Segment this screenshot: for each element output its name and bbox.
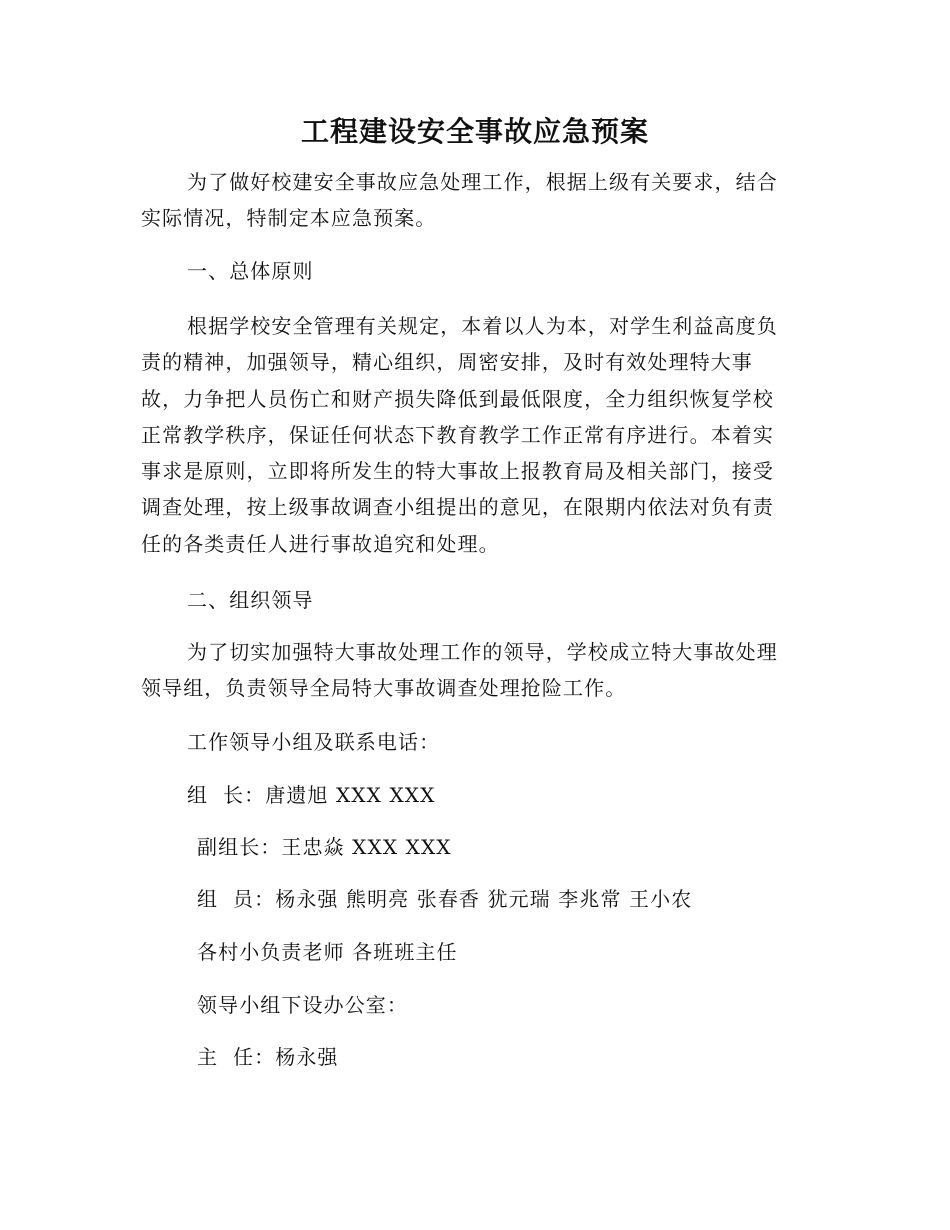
members-line: 组 员：杨永强 熊明亮 张春香 犹元瑞 李兆常 王小农 — [197, 887, 693, 911]
document-title: 工程建设安全事故应急预案 — [300, 115, 649, 148]
deputy-line: 副组长：王忠焱 XXX XXX — [197, 835, 452, 859]
paragraph-line: 任的各类责任人进行事故追究和处理。 — [141, 531, 500, 556]
paragraph-line: 责的精神，加强领导，精心组织，周密安排，及时有效处理特大事 — [141, 350, 753, 375]
paragraph-line: 正常教学秩序，保证任何状态下教育教学工作正常有序进行。本着实 — [141, 422, 774, 447]
paragraph-line: 调查处理，按上级事故调查小组提出的意见，在限期内依法对负有责 — [141, 495, 774, 520]
paragraph-line: 故，力争把人员伤亡和财产损失降低到最低限度，全力组织恢复学校 — [141, 386, 774, 411]
section-heading-organization: 二、组织领导 — [187, 588, 314, 612]
organization-paragraph — [141, 634, 801, 707]
leader-line: 组 长：唐遗旭 XXX XXX — [187, 783, 436, 807]
members-extra-line: 各村小负责老师 各班班主任 — [197, 940, 458, 964]
office-heading: 领导小组下设办公室： — [197, 993, 408, 1017]
intro-paragraph — [141, 164, 801, 237]
principles-paragraph — [141, 308, 801, 562]
director-line: 主 任：杨永强 — [197, 1045, 339, 1069]
paragraph-line: 根据学校安全管理有关规定，本着以人为本，对学生利益高度负 — [187, 314, 778, 338]
paragraph-line: 领导组，负责领导全局特大事故调查处理抢险工作。 — [141, 676, 627, 701]
contacts-heading: 工作领导小组及联系电话： — [187, 730, 441, 754]
paragraph-line: 为了切实加强特大事故处理工作的领导，学校成立特大事故处理 — [187, 640, 778, 664]
paragraph-line: 事求是原则，立即将所发生的特大事故上报教育局及相关部门，接受 — [141, 459, 774, 484]
paragraph-line: 实际情况，特制定本应急预案。 — [141, 206, 437, 231]
paragraph-line: 为了做好校建安全事故应急处理工作，根据上级有关要求，结合 — [187, 170, 778, 194]
section-heading-principles: 一、总体原则 — [187, 259, 314, 283]
